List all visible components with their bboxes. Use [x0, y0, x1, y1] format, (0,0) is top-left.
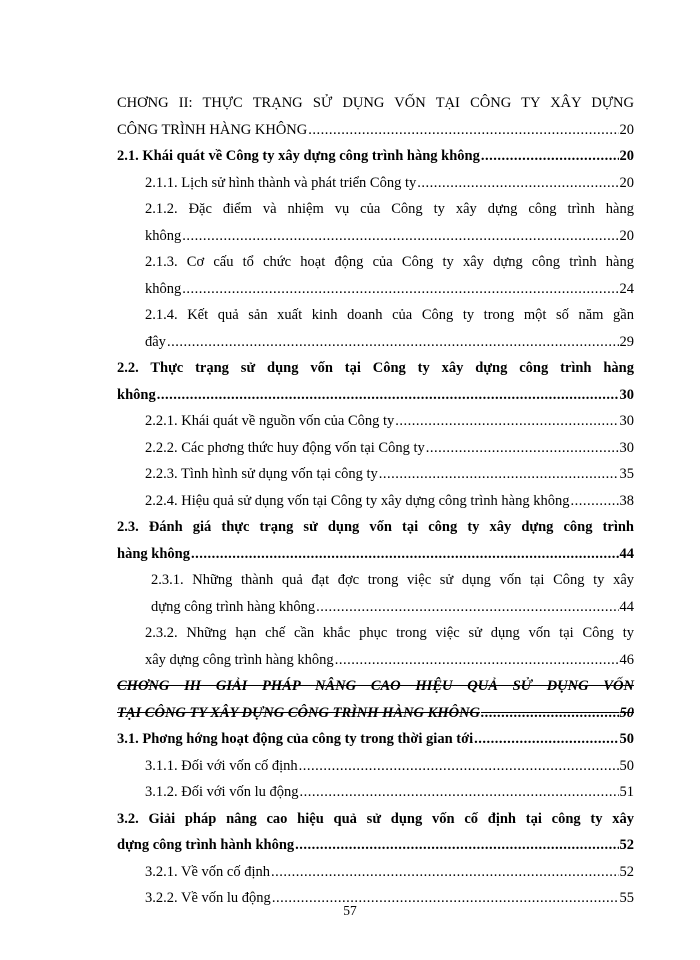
toc-entry-s3-1[interactable]: [117, 726, 634, 753]
toc-entry-page: 44: [619, 598, 634, 615]
toc-entry-s3-2-1[interactable]: [117, 859, 634, 886]
toc-entry-title: 3.1.2. Đối với vốn lu động: [145, 784, 299, 800]
toc-entry-page: 20: [619, 227, 634, 244]
toc-entry-ch2-line1[interactable]: CHƠNG II: THỰC TRẠNG SỬ DỤNG VỐN TẠI CÔNG TY XÂY DỰNG: [117, 95, 634, 111]
toc-entry-page: 50: [619, 757, 634, 774]
dot-leader: [157, 382, 619, 409]
toc-entry-title: 2.2.2. Các phơng thức huy động vốn tại Công ty: [145, 439, 425, 456]
toc-entry-s2-3-2-line1[interactable]: 2.3.2. Những hạn chế cần khắc phục trong việc sử dụng vốn tại Công ty: [145, 625, 634, 641]
toc-entry-ch3[interactable]: [117, 700, 634, 727]
toc-entry-ch2[interactable]: [117, 117, 634, 144]
dot-leader: [191, 541, 619, 568]
toc-entry-page: 50: [619, 704, 634, 721]
toc-entry-s2-1[interactable]: [117, 143, 634, 170]
toc-entry-title: 3.2.2. Về vốn lu động: [145, 890, 271, 906]
toc-entry-s2-2-3[interactable]: [117, 461, 634, 488]
toc-entry-s2-3-2[interactable]: [117, 647, 634, 674]
toc-entry-s2-1-2-line1[interactable]: 2.1.2. Đặc điểm và nhiệm vụ của Công ty xây dựng công trình hàng: [145, 201, 634, 217]
toc-entry-title: xây dựng công trình hàng không: [145, 651, 334, 668]
toc-entry-s2-1-2[interactable]: [117, 223, 634, 250]
dot-leader: [571, 488, 619, 515]
toc-entry-title: 3.1. Phơng hớng hoạt động của công ty trong thời gian tới: [117, 731, 474, 747]
toc-entry-page: 35: [619, 466, 634, 482]
dot-leader: [395, 408, 618, 435]
toc-entry-title: 2.1.1. Lịch sử hình thành và phát triển Công ty: [145, 174, 417, 191]
toc-entry-page: 20: [619, 174, 634, 191]
toc-entry-s2-3-line1[interactable]: 2.3. Đánh giá thực trạng sử dụng vốn tại công ty xây dựng công trình: [117, 519, 634, 535]
dot-leader: [474, 726, 618, 753]
toc-entry-s2-2-1[interactable]: [117, 408, 634, 435]
dot-leader: [167, 329, 619, 356]
toc-entry-page: 52: [619, 863, 634, 880]
toc-entry-title: 2.2.1. Khái quát về nguồn vốn của Công ty: [145, 413, 395, 429]
dot-leader: [182, 276, 618, 303]
dot-leader: [379, 461, 619, 488]
toc-entry-s2-2-line1[interactable]: 2.2. Thực trạng sử dụng vốn tại Công ty xây dựng công trình hàng: [117, 360, 634, 376]
toc-entry-page: 50: [619, 731, 634, 747]
dot-leader: [299, 753, 619, 780]
dot-leader: [295, 832, 618, 859]
toc-entry-page: 24: [619, 280, 634, 297]
dot-leader: [271, 859, 619, 886]
toc-entry-title: dựng công trình hành không: [117, 837, 295, 853]
toc-entry-s2-3-1-line1[interactable]: 2.3.1. Những thành quả đạt đợc trong việc sử dụng vốn tại Công ty xây: [151, 572, 634, 588]
toc-entry-title: 2.1. Khái quát về Công ty xây dựng công trình hàng không: [117, 148, 480, 164]
toc-entry-s2-3[interactable]: [117, 541, 634, 568]
dot-leader: [426, 435, 619, 462]
toc-entry-s2-2-2[interactable]: [117, 435, 634, 462]
toc-entry-page: 30: [619, 413, 634, 429]
dot-leader: [335, 647, 619, 674]
toc-entry-title: không: [145, 280, 182, 297]
toc-entry-page: 44: [619, 545, 634, 562]
toc-entry-title: không: [117, 386, 156, 403]
toc-entry-title: dựng công trình hàng không: [151, 598, 316, 615]
page-number: 57: [343, 903, 357, 918]
toc-entry-title: đây: [145, 333, 166, 350]
toc-entry-title: 2.2.3. Tình hình sử dụng vốn tại công ty: [145, 466, 378, 482]
toc-entry-page: 46: [619, 651, 634, 668]
toc-entry-s2-1-4[interactable]: [117, 329, 634, 356]
dot-leader: [316, 594, 618, 621]
toc-entry-s2-1-4-line1[interactable]: 2.1.4. Kết quả sản xuất kinh doanh của Công ty trong một số năm gần: [145, 307, 634, 323]
toc-entry-s3-2-line1[interactable]: 3.2. Giải pháp nâng cao hiệu quả sử dụng vốn cố định tại công ty xây: [117, 810, 634, 827]
toc-entry-page: 30: [619, 439, 634, 456]
toc-entry-s2-1-1[interactable]: [117, 170, 634, 197]
toc-entry-title: 3.1.1. Đối với vốn cố định: [145, 757, 298, 774]
dot-leader: [481, 700, 618, 727]
toc-entry-title: không: [145, 227, 182, 244]
toc-entry-title: CÔNG TRÌNH HÀNG KHÔNG: [117, 121, 308, 138]
toc-entry-page: 38: [619, 492, 634, 509]
toc-entry-page: 30: [619, 386, 634, 403]
table-of-contents: [117, 90, 634, 912]
toc-entry-page: 55: [619, 890, 634, 906]
toc-entry-s3-1-1[interactable]: [117, 753, 634, 780]
toc-entry-s2-3-1[interactable]: [117, 594, 634, 621]
dot-leader: [308, 117, 618, 144]
toc-entry-s3-2[interactable]: [117, 832, 634, 859]
dot-leader: [299, 779, 618, 806]
dot-leader: [182, 223, 618, 250]
toc-entry-s3-1-2[interactable]: [117, 779, 634, 806]
toc-entry-ch3-line1[interactable]: CHƠNG III GIẢI PHÁP NÂNG CAO HIỆU QUẢ SỬ DỤNG VỐN: [117, 678, 634, 694]
toc-entry-page: 51: [619, 784, 634, 800]
toc-entry-page: 52: [619, 837, 634, 853]
toc-entry-s2-1-3[interactable]: [117, 276, 634, 303]
toc-entry-title: 2.2.4. Hiệu quả sử dụng vốn tại Công ty xây dựng công trình hàng không: [145, 492, 570, 509]
toc-entry-s2-2-4[interactable]: [117, 488, 634, 515]
dot-leader: [417, 170, 618, 197]
toc-entry-title: TẠI CÔNG TY XÂY DỰNG CÔNG TRÌNH HÀNG KHÔNG: [117, 704, 481, 721]
toc-entry-title: hàng không: [117, 545, 190, 562]
toc-entry-s2-2[interactable]: [117, 382, 634, 409]
toc-entry-s2-1-3-line1[interactable]: 2.1.3. Cơ cấu tổ chức hoạt động của Công ty xây dựng công trình hàng: [145, 254, 634, 270]
dot-leader: [481, 143, 619, 170]
toc-entry-title: 3.2.1. Về vốn cố định: [145, 863, 270, 880]
toc-entry-page: 20: [619, 121, 634, 138]
toc-entry-page: 29: [619, 333, 634, 350]
toc-entry-page: 20: [619, 148, 634, 164]
